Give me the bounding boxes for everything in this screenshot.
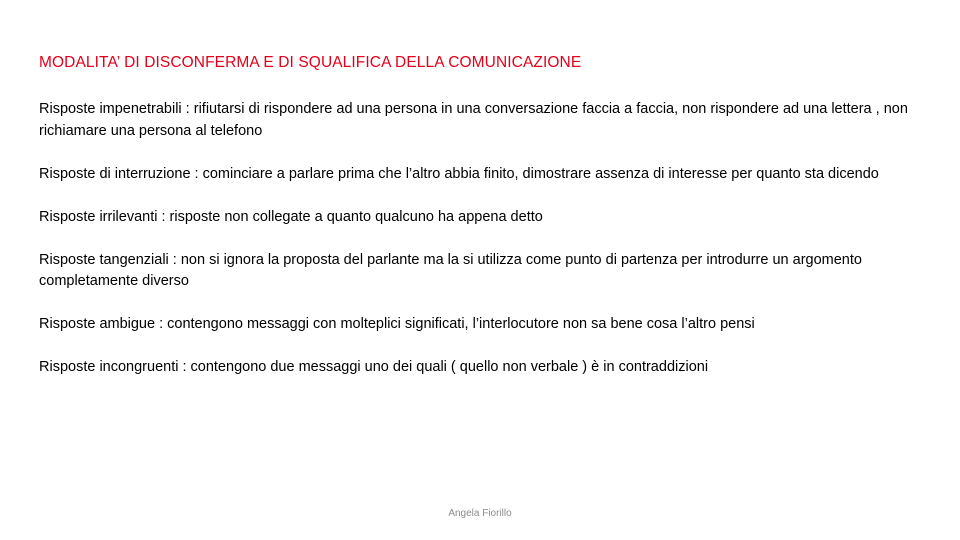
paragraph-interruzione: Risposte di interruzione : cominciare a parlare prima che l’altro abbia finito, dimostrare assenza di interesse per quanto sta dicendo: [39, 165, 879, 182]
paragraph-incongruenti: Risposte incongruenti : contengono due messaggi uno dei quali ( quello non verbale ) è in contraddizioni: [39, 359, 709, 375]
slide-body: [39, 99, 919, 400]
paragraph-irrilevanti: Risposte irrilevanti : risposte non collegate a quanto qualcuno ha appena detto: [39, 208, 543, 225]
slide-title: MODALITA’ DI DISCONFERMA E DI SQUALIFICA DELLA COMUNICAZIONE: [39, 54, 582, 71]
footer-author: Angela Fiorillo: [448, 508, 512, 519]
paragraph-impenetrabili: Risposte impenetrabili : rifiutarsi di rispondere ad una persona in una conversazione faccia a faccia, non rispondere ad una lettera , non richiamare una persona al telefono: [39, 101, 908, 139]
paragraph-ambigue: Risposte ambigue : contengono messaggi con molteplici significati, l’interlocutore non sa bene cosa l’altro pensi: [39, 316, 755, 332]
paragraph-tangenziali: Risposte tangenziali : non si ignora la proposta del parlante ma la si utilizza come punto di partenza per introdurre un argomento completamente diverso: [39, 251, 862, 289]
